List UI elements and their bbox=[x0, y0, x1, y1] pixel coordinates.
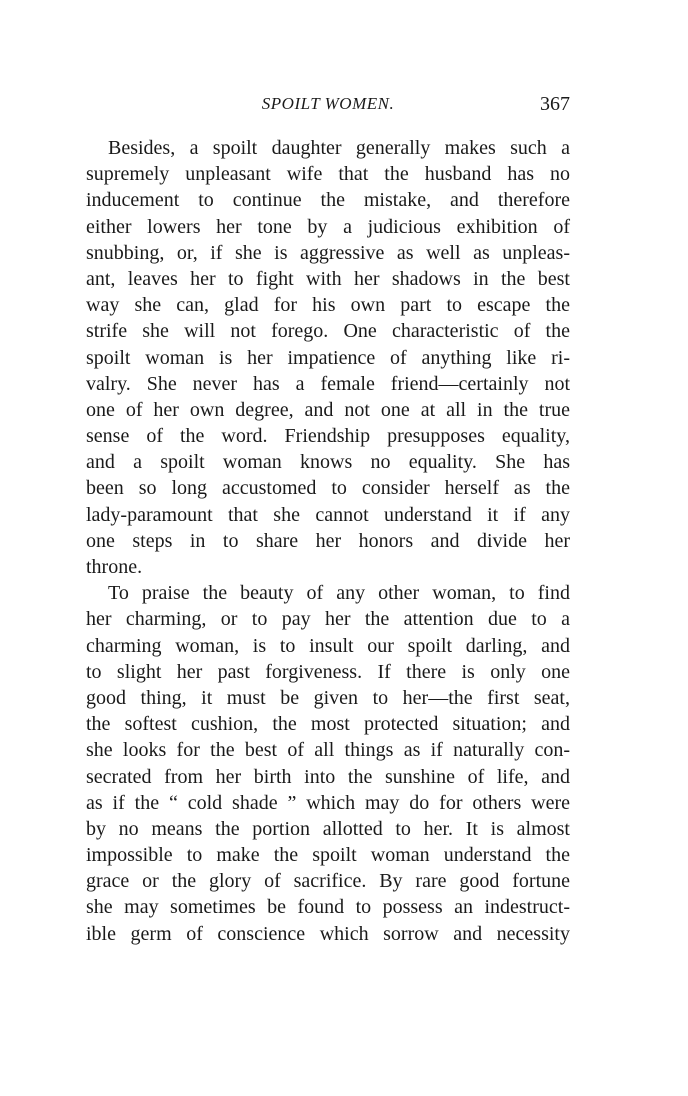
text-line: good thing, it must be given to her—the first seat, bbox=[86, 686, 570, 709]
text-line: her charming, or to pay her the attention due to a bbox=[86, 608, 570, 631]
text-line: supremely unpleasant wife that the husband has no bbox=[86, 163, 570, 186]
text-line: been so long accustomed to consider herself as the bbox=[86, 477, 570, 500]
text-line: snubbing, or, if she is aggressive as well as unpleas- bbox=[86, 241, 570, 264]
body-text bbox=[86, 135, 570, 947]
running-title: SPOILT WOMEN. bbox=[261, 94, 395, 113]
text-line: throne. bbox=[86, 556, 143, 578]
running-head bbox=[86, 91, 570, 117]
text-line: strife she will not forego. One characteristic of the bbox=[86, 320, 570, 343]
text-line: To praise the beauty of any other woman, to find bbox=[108, 582, 570, 605]
text-line: to slight her past forgiveness. If there is only one bbox=[86, 660, 570, 683]
text-line: one steps in to share her honors and divide her bbox=[86, 529, 570, 552]
text-line: the softest cushion, the most protected situation; and bbox=[86, 713, 570, 736]
text-line: and a spoilt woman knows no equality. She has bbox=[86, 451, 570, 474]
text-line: way she can, glad for his own part to escape the bbox=[86, 294, 570, 317]
text-line: sense of the word. Friendship presupposes equality, bbox=[86, 425, 570, 448]
text-line: she looks for the best of all things as if naturally con- bbox=[86, 739, 570, 762]
text-line: lady-paramount that she cannot understand it if any bbox=[86, 503, 570, 526]
text-line: ant, leaves her to fight with her shadows in the best bbox=[86, 267, 570, 290]
text-line: inducement to continue the mistake, and therefore bbox=[86, 189, 570, 212]
text-line: spoilt woman is her impatience of anything like ri- bbox=[86, 346, 570, 369]
text-line: ible germ of conscience which sorrow and necessity bbox=[86, 922, 570, 945]
text-line: Besides, a spoilt daughter generally makes such a bbox=[108, 137, 570, 159]
text-line: valry. She never has a female friend—certainly not bbox=[86, 372, 570, 395]
text-line: charming woman, is to insult our spoilt darling, and bbox=[86, 634, 570, 657]
text-line: as if the “ cold shade ” which may do for others were bbox=[86, 791, 570, 814]
text-line: either lowers her tone by a judicious exhibition of bbox=[86, 215, 570, 238]
text-line: impossible to make the spoilt woman understand the bbox=[86, 844, 570, 867]
text-line: secrated from her birth into the sunshine of life, and bbox=[86, 765, 570, 788]
text-line: one of her own degree, and not one at all in the true bbox=[86, 398, 570, 421]
text-line: by no means the portion allotted to her. It is almost bbox=[86, 817, 570, 840]
text-line: she may sometimes be found to possess an indestruct- bbox=[86, 896, 570, 919]
text-line: grace or the glory of sacrifice. By rare good fortune bbox=[86, 870, 570, 893]
page-number: 367 bbox=[540, 93, 570, 115]
